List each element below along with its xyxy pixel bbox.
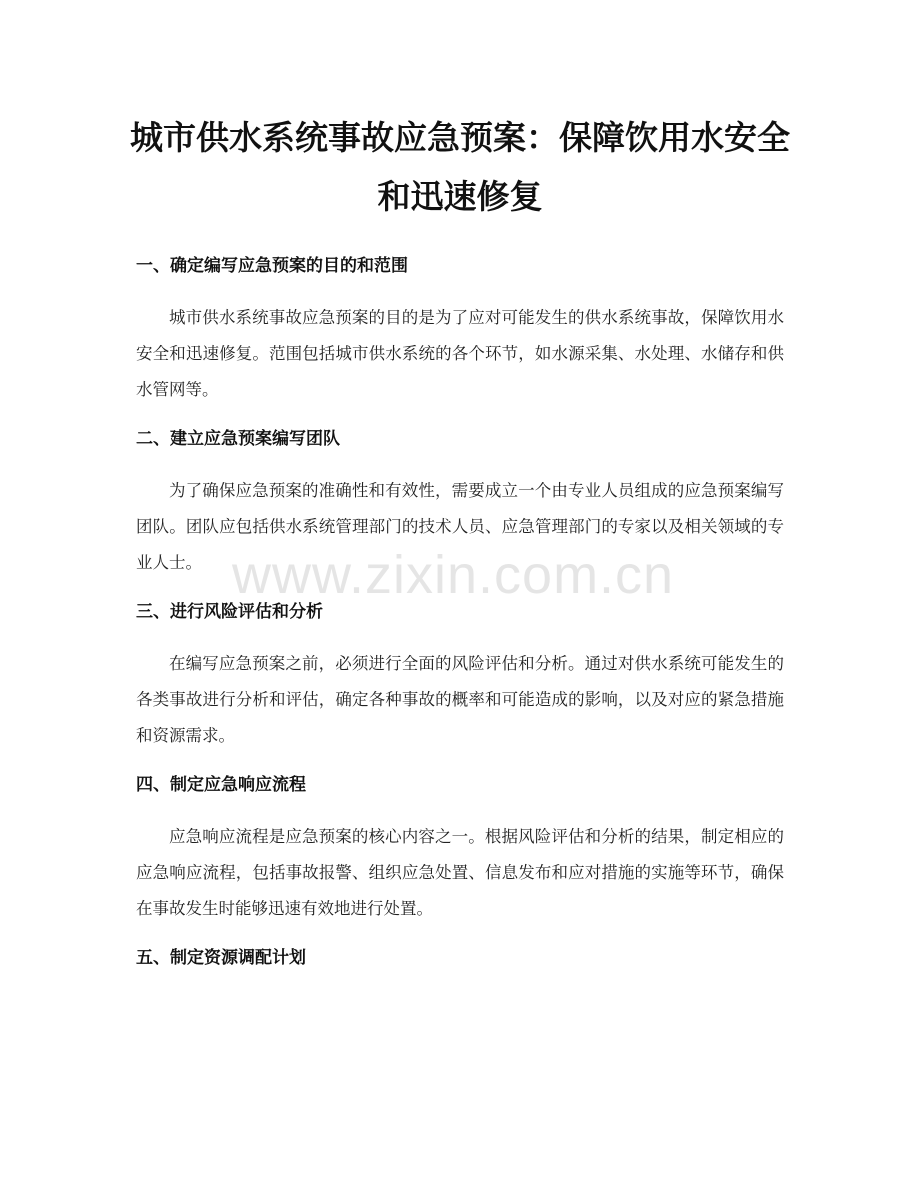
section-paragraph-4: 应急响应流程是应急预案的核心内容之一。根据风险评估和分析的结果，制定相应的应急响应流程，包括事故报警、组织应急处置、信息发布和应对措施的实施等环节，确保在事故发生时能够迅速有效地进行处置。 bbox=[136, 827, 784, 918]
section-paragraph-3: 在编写应急预案之前，必须进行全面的风险评估和分析。通过对供水系统可能发生的各类事故进行分析和评估，确定各种事故的概率和可能造成的影响，以及对应的紧急措施和资源需求。 bbox=[136, 654, 784, 745]
section-heading-5: 五、制定资源调配计划 bbox=[136, 948, 306, 968]
section-paragraph-1: 城市供水系统事故应急预案的目的是为了应对可能发生的供水系统事故，保障饮用水安全和迅速修复。范围包括城市供水系统的各个环节，如水源采集、水处理、水储存和供水管网等。 bbox=[136, 308, 784, 399]
section-heading-4: 四、制定应急响应流程 bbox=[136, 775, 306, 795]
watermark: www.zixin.com.cn bbox=[232, 545, 675, 605]
section-paragraph-2: 为了确保应急预案的准确性和有效性，需要成立一个由专业人员组成的应急预案编写团队。团队应包括供水系统管理部门的技术人员、应急管理部门的专家以及相关领域的专业人士。 bbox=[136, 481, 784, 572]
document-title: 城市供水系统事故应急预案：保障饮用水安全和迅速修复 bbox=[130, 118, 790, 216]
section-heading-3: 三、进行风险评估和分析 bbox=[136, 602, 323, 622]
section-heading-2: 二、建立应急预案编写团队 bbox=[136, 429, 340, 449]
section-heading-1: 一、确定编写应急预案的目的和范围 bbox=[136, 256, 408, 276]
